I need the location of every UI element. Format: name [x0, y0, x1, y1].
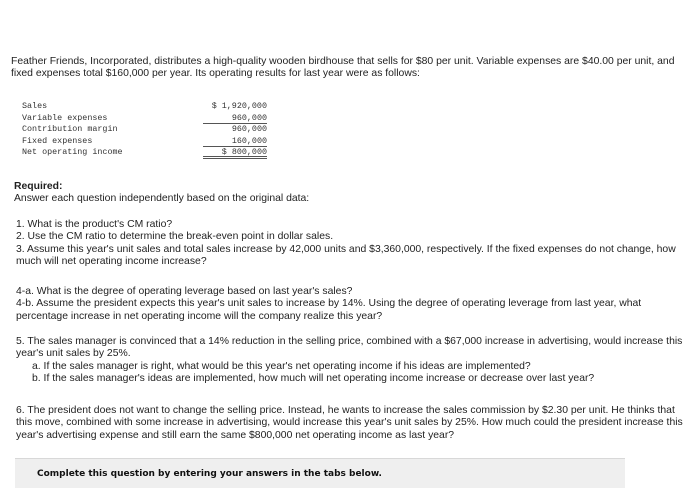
row-label: Sales — [22, 101, 48, 111]
row-value: 960,000 — [203, 113, 267, 125]
answer-instruction: Complete this question by entering your answers in the tabs below. — [37, 469, 382, 479]
problem-intro: Feather Friends, Incorporated, distributes a high-quality wooden birdhouse that sells for $80 per unit. Variable expenses are $40.00 per unit, and fixed expenses total $160,000 per year. Its operating results for last year were as follows: — [11, 56, 675, 80]
income-statement — [22, 101, 267, 159]
row-label: Fixed expenses — [22, 135, 93, 146]
row-value: 960,000 — [231, 124, 267, 135]
question-5: 5. The sales manager is convinced that a 14% reduction in the selling price, combined with a $67,000 increase in advertising, would increase this year's unit sales by 25%. — [16, 336, 683, 360]
row-label: Variable expenses — [22, 112, 108, 123]
question-1: 1. What is the product's CM ratio? — [16, 219, 173, 230]
required-section — [14, 181, 694, 206]
question-group-5 — [16, 336, 688, 386]
question-5a: a. If the sales manager is right, what would be this year's net operating income if his ideas are implemented? — [32, 360, 531, 372]
question-4b: 4-b. Assume the president expects this year's unit sales to increase by 14%. Using the degree of operating leverage from last year, what percentage increase in net operating income will the company realize this year? — [16, 298, 642, 322]
question-group-6 — [16, 405, 688, 442]
row-contribution-margin — [22, 124, 267, 136]
required-instruction: Answer each question independently based on the original data: — [14, 193, 310, 205]
question-4a: 4-a. What is the degree of operating leverage based on last year's sales? — [16, 286, 353, 297]
row-label: Contribution margin — [22, 124, 118, 135]
row-value: 160,000 — [203, 136, 267, 148]
row-variable-expenses — [22, 113, 267, 125]
question-group-4 — [16, 286, 688, 323]
question-6: 6. The president does not want to change the selling price. Instead, he wants to increase the sales commission by $2.30 per unit. He thinks that this move, combined with some increase in advertising, would increase this year's unit sales by 25%. How much could the president increase this year's advertising expense and still earn the same $800,000 net operating income as last year? — [16, 405, 683, 441]
question-5b: b. If the sales manager's ideas are implemented, how much will net operating income increase or decrease over last year? — [32, 373, 595, 385]
row-label: Net operating income — [22, 147, 123, 158]
row-value: $ 1,920,000 — [211, 101, 267, 111]
row-net-operating-income — [22, 147, 267, 159]
row-fixed-expenses — [22, 136, 267, 148]
row-sales — [22, 101, 267, 113]
question-group-1-3 — [16, 219, 688, 269]
answer-tabs-banner — [15, 458, 625, 488]
row-value: $ 800,000 — [203, 147, 267, 159]
required-heading: Required: — [14, 181, 63, 192]
question-2: 2. Use the CM ratio to determine the break-even point in dollar sales. — [16, 231, 334, 243]
question-3: 3. Assume this year's unit sales and total sales increase by 42,000 units and $3,360,000, respectively. If the fixed expenses do not change, how much will net operating income increase? — [16, 243, 676, 268]
